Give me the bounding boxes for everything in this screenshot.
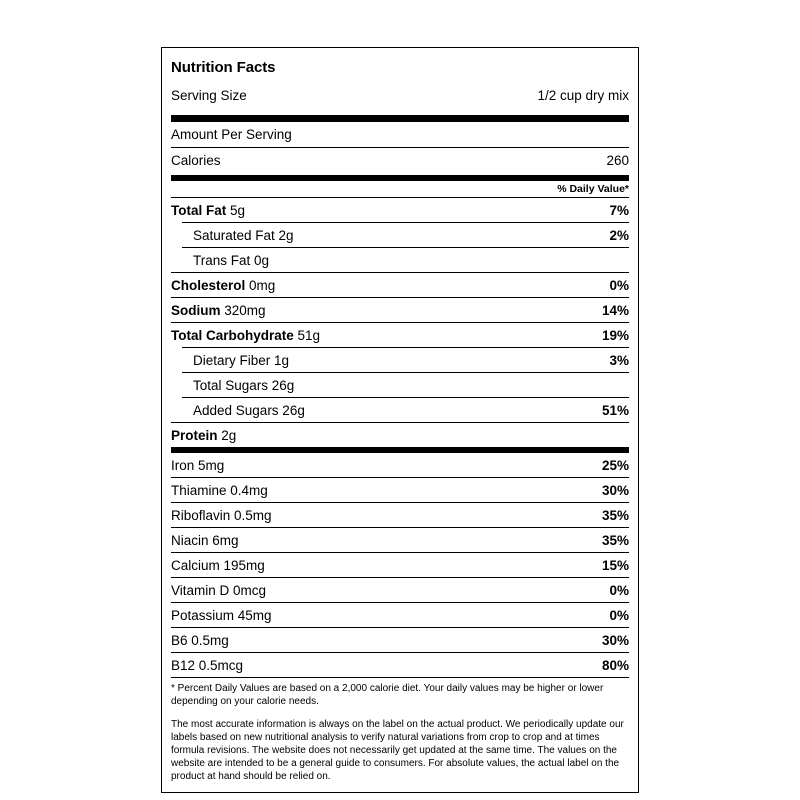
nutrient-daily-value: 14% bbox=[601, 302, 629, 318]
vitamin-row bbox=[171, 577, 629, 602]
nutrient-name: Protein 2g bbox=[171, 427, 237, 443]
nutrient-daily-value: 7% bbox=[609, 202, 629, 218]
vitamin-daily-value: 30% bbox=[601, 482, 629, 498]
vitamin-name: Riboflavin 0.5mg bbox=[171, 507, 272, 523]
nutrient-daily-value: 3% bbox=[609, 352, 629, 368]
vitamin-name: Calcium 195mg bbox=[171, 557, 265, 573]
nutrient-amount: 320mg bbox=[224, 302, 266, 318]
nutrient-name: Trans Fat 0g bbox=[193, 252, 270, 268]
nutrient-name: Dietary Fiber 1g bbox=[193, 352, 290, 368]
product-disclaimer: The most accurate information is always on the label on the actual product. We periodically update our labels based on new nutritional analysis to verify natural variations from crop to crop and at times formula revisions. The website does not necessarily get updated at the same time. The values on the website are intended to be a general guide to consumers. For absolute values, the actual label on the product at hand should be relied on. bbox=[171, 718, 624, 782]
vitamin-row bbox=[171, 502, 629, 527]
vitamin-name: Thiamine 0.4mg bbox=[171, 482, 268, 498]
calories-value: 260 bbox=[606, 153, 629, 168]
vitamin-list bbox=[171, 453, 629, 677]
nutrient-daily-value: 0% bbox=[609, 277, 629, 293]
nutrient-daily-value: 51% bbox=[601, 402, 629, 418]
nutrient-name: Sodium 320mg bbox=[171, 302, 266, 318]
nutrient-name: Total Carbohydrate 51g bbox=[171, 327, 321, 343]
nutrient-row bbox=[182, 347, 629, 372]
nutrient-name: Total Fat 5g bbox=[171, 202, 246, 218]
vitamin-name: Potassium 45mg bbox=[171, 607, 272, 623]
nutrient-amount: 0mg bbox=[249, 277, 276, 293]
nutrient-row bbox=[182, 397, 629, 422]
vitamin-daily-value: 25% bbox=[601, 457, 629, 473]
vitamin-row bbox=[171, 552, 629, 577]
vitamin-name: Vitamin D 0mcg bbox=[171, 582, 267, 598]
amount-per-serving-label: Amount Per Serving bbox=[171, 126, 292, 142]
nutrient-amount: 51g bbox=[297, 327, 321, 343]
nutrient-daily-value: 2% bbox=[609, 227, 629, 243]
vitamin-daily-value: 80% bbox=[601, 657, 629, 673]
vitamin-daily-value: 0% bbox=[609, 607, 629, 623]
vitamin-daily-value: 0% bbox=[609, 582, 629, 598]
vitamin-row bbox=[171, 652, 629, 677]
vitamin-daily-value: 35% bbox=[601, 532, 629, 548]
vitamin-name: B6 0.5mg bbox=[171, 632, 229, 648]
nutrient-daily-value: 19% bbox=[601, 327, 629, 343]
daily-value-footnote: * Percent Daily Values are based on a 2,000 calorie diet. Your daily values may be higher or lower depending on your calorie needs. bbox=[171, 677, 629, 715]
calories-label: Calories bbox=[171, 153, 221, 168]
vitamin-row bbox=[171, 527, 629, 552]
vitamin-name: Iron 5mg bbox=[171, 457, 225, 473]
nutrient-row bbox=[182, 372, 629, 397]
divider-thick-top bbox=[171, 115, 629, 122]
vitamin-row bbox=[171, 453, 629, 477]
vitamin-daily-value: 35% bbox=[601, 507, 629, 523]
nutrient-name: Saturated Fat 2g bbox=[193, 227, 294, 243]
nutrient-row bbox=[171, 297, 629, 322]
nutrient-name: Added Sugars 26g bbox=[193, 402, 305, 418]
nutrient-amount: 2g bbox=[221, 427, 237, 443]
nutrient-row bbox=[182, 247, 629, 272]
serving-size-row bbox=[171, 86, 629, 115]
vitamin-row bbox=[171, 602, 629, 627]
vitamin-daily-value: 30% bbox=[601, 632, 629, 648]
vitamin-name: B12 0.5mcg bbox=[171, 657, 244, 673]
vitamin-row bbox=[171, 627, 629, 652]
vitamin-row bbox=[171, 477, 629, 502]
vitamin-daily-value: 15% bbox=[601, 557, 629, 573]
serving-size-value: 1/2 cup dry mix bbox=[537, 88, 629, 103]
nutrient-row bbox=[171, 322, 629, 347]
nutrient-amount: 5g bbox=[230, 202, 246, 218]
serving-size-label: Serving Size bbox=[171, 88, 247, 103]
nutrient-row bbox=[182, 222, 629, 247]
nutrient-row bbox=[171, 422, 629, 447]
daily-value-header: % Daily Value* bbox=[557, 182, 629, 195]
nutrition-facts-label bbox=[161, 47, 639, 793]
nutrient-name: Total Sugars 26g bbox=[193, 377, 295, 393]
nutrient-name: Cholesterol 0mg bbox=[171, 277, 276, 293]
vitamin-name: Niacin 6mg bbox=[171, 532, 239, 548]
nutrient-row bbox=[171, 197, 629, 222]
page-title: Nutrition Facts bbox=[171, 59, 276, 76]
nutrient-list bbox=[171, 197, 629, 447]
nutrient-row bbox=[171, 272, 629, 297]
calories-row bbox=[171, 147, 629, 175]
